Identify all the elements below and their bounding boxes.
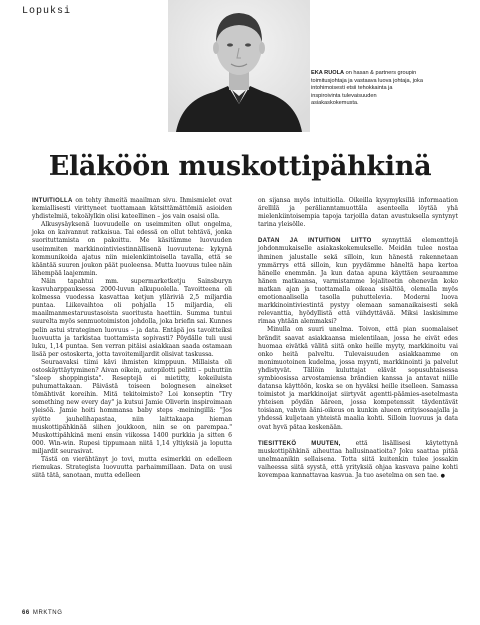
article-headline: Eläköön muskottipähkinä <box>48 151 432 182</box>
author-bio: on hasan & partners groupin toimitusjohtaja ja vastaava luova johtaja, joka intohimoisesti etsii tehokkainta ja inspiroivinta tulevaisuuden asiakaskokemusta. <box>311 70 423 107</box>
lead-in: INTUITIOLLA <box>32 198 73 204</box>
body-paragraph: Tästä on vierähtänyt jo tovi, mutta esimerkki on edelleen riemukas. Strategista luovuutta parhaimmillaan. Data on uusi siitä tätä, sanotaan, mutta edelleen <box>32 456 232 480</box>
lead-in: TIESITTEKÖ MUUTEN, <box>258 440 341 447</box>
publication-name: MRKTNG <box>32 610 63 616</box>
article-column-right <box>258 197 458 480</box>
author-caption <box>311 70 423 108</box>
body-paragraph: Minulla on suuri unelma. Toivon, että pian suomalaiset brändit saavat asiakkaansa mielentilaan, jossa he eivät edes huomaa eivätkä välitä siitä onko heille myyty, markkinoitu vai onko heitä palveltu. Tulevaisuuden asiakkaamme on monimuotoinen kudelma, jossa myynti, markkinointi ja palvelut yhdistyvät. Tällöin kuluttajat elävät sopusuhtaisessa symbioosissa arvostamiensa brändien kanssa ja antavat niille datansa käyttöön, koska se on hyväksi heille itselleen. Samassa toimistot ja markkinoijat siirtyvät agentti-päämies-asetelmasta yhteisen pöydän ääreen, jossa kompetenssit täydentävät toisiaan, vahvin ääni-oikeus on kunkin alueen erityisosaajalla ja yhdessä kuljetaan yhteistä maalia kohti. Silloin luovuus ja data ovat hyvä pätaa keskenään. <box>258 326 458 431</box>
lead-in: DATAN JA INTUITION LIITTO <box>258 238 372 245</box>
body-paragraph: DATAN JA INTUITION LIITTO synnyttää elementtejä johdonmukaiselle asiakaskokemukselle. Meidän tulee nostaa ihminen jalustalle sekä silloin, kun hänestä rakennetaan ymmärrys että silloin, kun pyydämme häneltä hapa kertoa hänelle enemmän. Ja kun dataa apuna käyttäen seuraamme hänen matkaansa, varmistamme lojaliteetin ohenevän koko matkan ajan ja tuottamalla oikeaa sisältöä, olemalla myös emotionaalisella tasolla puhuttelevia. Moderni luova markkinointiviestintä pystyy olemaan samanaikaisesti sekä relevanttia, hyödyllistä että viihdyttävää. Miksi laskisimme rimaa yhtään alemmaksi? <box>258 237 458 326</box>
body-paragraph: TIESITTEKÖ MUUTEN, että lisällisesi käytettynä muskottipähkinä aiheuttaa hallusinaatioita? Joku saattaa pitää unelmaanikin sellaisena. Totta siitä kuitenkin tulee jossakin vaiheessa siitä syystä, että yrityksiä ohjaa kasvava paine kohti kovempaa kannattavaa kasvua. Ja tuo asetelma on sen tae. ● <box>258 439 458 479</box>
author-portrait <box>168 0 310 132</box>
section-label: Lopuksi <box>22 6 72 17</box>
body-paragraph: Näin tapahtui mm. supermarketketju Sainsburyn kasvuharppauksessa 2000-luvun alkupuolella. Tavoitteena oli kolmessa vuodessa kasvattaa ketjun ylläriviä 2,5 miljardia puntaa. Liikevaihtoa oli pohjalla 15 miljardia, eli maailmanmestaruustasoista suoritusta haettiin. Summa tuntui suurelta myös senmuotoimiston johdolla, joka briefin sai. Kunnes pelin astui strateginen luovuus – ja data. Entäpä jos tavoitteiksi luovuutta ja tarkistaa tuottamista sopivasti? Pöydälle tuli uusi luku, 1,14 puntaa. Sen verran pitäisi asiakkaan saada ostamaan lisää per ostoskerta, jotta tavoitemiljardit olisivat taskussa. <box>32 277 232 358</box>
article-column-left <box>32 197 232 480</box>
body-paragraph: INTUITIOLLA on tehty ihmeitä maailman sivu. Ihmismielet ovat kemiallisesti virittyneet tuottamaan kätsittämättömiä asioiden yhdistelmiä, tekoälylkin olisi kateellinen – jos vain osaisi olla. <box>32 197 232 221</box>
page-footer <box>22 610 62 616</box>
author-name: EKA RUOLA <box>311 70 345 76</box>
author-photo-icon <box>168 0 310 132</box>
body-paragraph: Seuraavaksi tiimi kävi ihmisten kimppuun. Millaista oli ostoskäyttäytyminen? Aivan oikein, autopilotti pelitti – puhuttiin "sleep shoppingista". Reseptejä ei mietitty, kokeiluista puhumattakaan. Päivästä toiseen bolognesen ainekset tömähtivät koreihin. Mitä tekitoimisto? Loi konseptin "Try something new every day" ja kutsui Jamie Oliverin inspiroimaan yleisöä. Jamie hoiti hommansa baby steps -meiningillä: "Jos syötte jauhelihapastaa, niin laittakaapa hieman muskottipähkinää siihen joukkoon, niin se on parempaa." Muskottipähkinä meni ensin viikossa 1400 purkkia ja sitten 6 000. Win-win. Rupesi tippumaan niitä 1,14 yltiyksiä ja loputta miljardit seurasivat. <box>32 358 232 455</box>
page-number: 66 <box>22 610 30 616</box>
end-mark-icon: ● <box>440 473 446 479</box>
body-paragraph: Alkusysäyksenä luovuudelle on useimmiten ollut ongelma, joka on kaivannut ratkaisua. Tai edessä on ollut tehtävä, jonka suorituttamista on pakoittu. Me käsitämme luovuuden useimmiten markkinointiviestinnällisenä luovuutena: kykynä kommunikoida ajatus niin mielenkiintoisella tavalla, että se kääntää suuren joukon päät puoleensa. Mutta luovuus tulee näin lähempää laajemmin. <box>32 221 232 277</box>
body-paragraph: on sijansa myös intuitiolla. Oikeilla kysymyksillä informaation ärellilä ja perälianntamuottäla asenteella löytää yhä mielenkiintoisempia tapoja tarjoilla datan avustuksella syntynyt tarina yleisölle. <box>258 197 458 229</box>
